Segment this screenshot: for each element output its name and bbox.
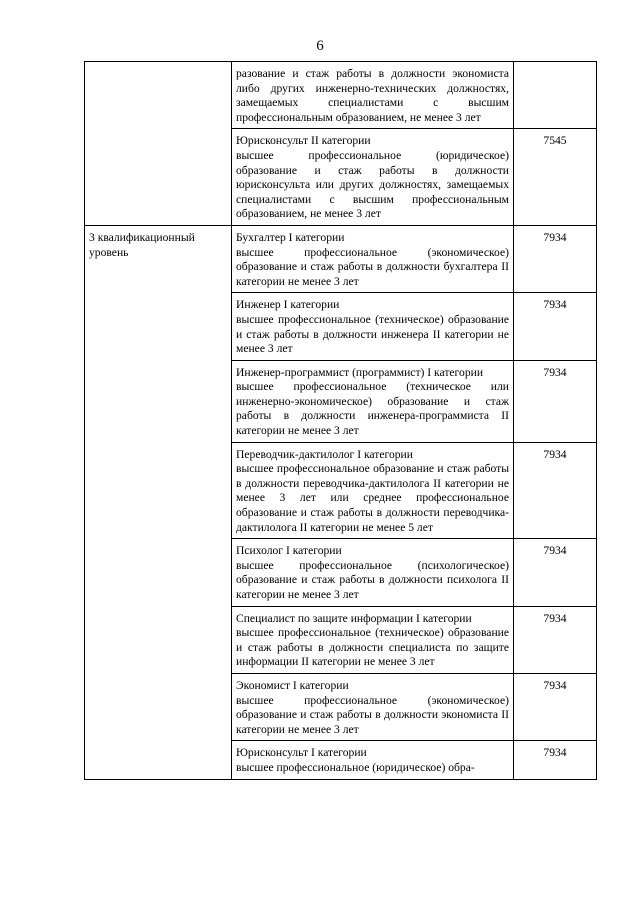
salary-cell: 7934 xyxy=(514,360,597,442)
salary-cell: 7934 xyxy=(514,539,597,606)
position-title: Психолог I категории xyxy=(236,544,342,558)
position-requirement: высшее профессиональное (юридическое) обра- xyxy=(236,760,475,774)
qualification-level-cell xyxy=(85,62,232,226)
position-title: Юрисконсульт I категории xyxy=(236,746,367,760)
position-title: Юрисконсульт II категории xyxy=(236,134,371,148)
position-requirement: высшее профессиональное (техническое или инженерно-экономическое) образование и стаж работы в должности инженера-программиста II категории не менее 3 лет xyxy=(236,380,509,438)
position-title: Специалист по защите информации I категории xyxy=(236,611,472,625)
position-requirement: разование и стаж работы в должности экономиста либо других инженерно-технических должностях, замещаемых специалистами с высшим профессиональным образованием, не менее 3 лет xyxy=(236,67,509,124)
salary-cell: 7545 xyxy=(514,129,597,226)
salary-cell: 7934 xyxy=(514,442,597,539)
position-cell xyxy=(232,129,514,226)
table-row xyxy=(85,62,597,129)
position-cell xyxy=(232,606,514,673)
salary-cell: 7934 xyxy=(514,673,597,740)
qualification-table xyxy=(84,61,597,780)
qualification-level-cell: 3 квалификационный уровень xyxy=(85,225,232,779)
position-cell xyxy=(232,539,514,606)
position-requirement: высшее профессиональное (техническое) образование и стаж работы в должности специалиста по защите информации II категории не менее 3 лет xyxy=(236,626,509,669)
position-cell xyxy=(232,442,514,539)
position-requirement: высшее профессиональное (психологическое) образование и стаж работы в должности психолога II категории не менее 3 лет xyxy=(236,558,509,601)
position-cell xyxy=(232,360,514,442)
position-title: Инженер-программист (программист) I категории xyxy=(236,365,484,379)
position-requirement: высшее профессиональное (техническое) образование и стаж работы в должности инженера II категории не менее 3 лет xyxy=(236,312,509,356)
position-cell xyxy=(232,293,514,360)
position-cell xyxy=(232,673,514,740)
salary-cell: 7934 xyxy=(514,606,597,673)
salary-cell: 7934 xyxy=(514,741,597,779)
position-requirement: высшее профессиональное (юридическое) образование и стаж работы в должности юрисконсульта или других должностях, замещаемых специалистами с высшим профессиональным образованием, не менее 3 лет xyxy=(236,148,509,221)
salary-cell: 7934 xyxy=(514,225,597,292)
position-title: Переводчик-дактилолог I категории xyxy=(236,447,413,461)
table-row xyxy=(85,225,597,292)
position-title: Экономист I категории xyxy=(236,678,349,692)
position-title: Инженер I категории xyxy=(236,298,340,312)
position-cell xyxy=(232,225,514,292)
position-cell xyxy=(232,62,514,129)
salary-cell xyxy=(514,62,597,129)
position-requirement: высшее профессиональное (экономическое) образование и стаж работы в должности экономиста II категории не менее 3 лет xyxy=(236,693,509,736)
salary-cell: 7934 xyxy=(514,293,597,360)
position-title: Бухгалтер I категории xyxy=(236,230,345,244)
position-cell xyxy=(232,741,514,779)
position-requirement: высшее профессиональное образование и стаж работы в должности переводчика-дактилолога II категории не менее 3 лет или среднее профессиональное образование и стаж работы в должности переводчика-дактилолога II категории не менее 5 лет xyxy=(236,462,509,534)
position-requirement: высшее профессиональное (экономическое) образование и стаж работы в должности бухгалтера II категории не менее 3 лет xyxy=(236,245,509,288)
page-number: 6 xyxy=(316,38,324,54)
